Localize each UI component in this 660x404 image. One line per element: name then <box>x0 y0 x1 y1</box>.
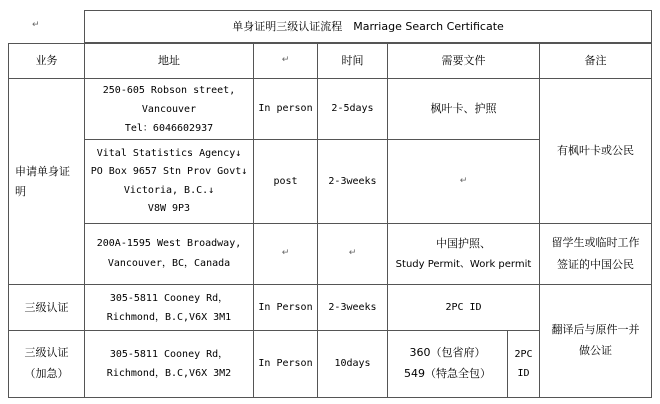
header-address <box>84 43 254 79</box>
row2-docs <box>387 139 540 224</box>
row12-note-text: 有枫叶卡或公民 <box>557 144 634 158</box>
row2-address-line4: V8W 9P3 <box>147 203 191 214</box>
row2-time <box>317 139 388 224</box>
row5-method <box>253 330 318 398</box>
header-blank <box>253 43 318 79</box>
header-business <box>8 43 85 79</box>
row3-docs <box>387 223 540 285</box>
row2-address-line1: Vital Statistics Agency↓ <box>96 147 242 159</box>
row4-address-line1: 305-5811 Cooney Rd， <box>109 292 229 304</box>
row5-docs-extra <box>507 330 540 398</box>
header-notes <box>539 43 652 79</box>
row3-address-line1: 200A-1595 West Broadway, <box>96 238 242 249</box>
row2-address-line3: Victoria, B.C.↓ <box>123 184 215 196</box>
row3-docs-line2: Study Permit、Work permit <box>395 259 532 270</box>
row3-address-line2: Vancouver，BC，Canada <box>107 258 231 269</box>
row4-method-text: In Person <box>258 301 313 313</box>
table-title <box>84 10 652 43</box>
row3-note <box>539 223 652 285</box>
row4-address <box>84 284 254 331</box>
row3-time <box>317 223 388 285</box>
row4-address-line2: Richmond，B.C,V6X 3M1 <box>106 311 232 323</box>
row3-method-mark: ↵ <box>281 248 290 259</box>
row5-docs-line2: 549（特急全包） <box>404 367 491 380</box>
row5-docs-extra-line2: ID <box>517 368 530 379</box>
row4-time <box>317 284 388 331</box>
row4-time-text: 2-3weeks <box>328 301 377 313</box>
header-business-label: 业务 <box>35 54 58 68</box>
header-time <box>317 43 388 79</box>
row1-address <box>84 78 254 140</box>
row2-address-line2: PO Box 9657 Stn Prov Govt↓ <box>90 166 248 177</box>
row5-address-line1: 305-5811 Cooney Rd， <box>109 349 229 360</box>
row4-method <box>253 284 318 331</box>
row5-time <box>317 330 388 398</box>
row5-time-text: 10days <box>334 358 371 370</box>
row3-address <box>84 223 254 285</box>
row45-note <box>539 284 652 398</box>
header-blank-mark: ↵ <box>281 55 290 66</box>
row3-time-mark: ↵ <box>348 248 357 259</box>
row45-note-line2: 做公证 <box>579 344 612 357</box>
single-cert-label: 申请单身证明 <box>15 165 70 198</box>
row5-label-line1: 三级认证 <box>24 346 69 360</box>
row1-address-line1: 250-605 Robson street, <box>102 84 236 96</box>
row12-note <box>539 78 652 224</box>
row5-docs <box>387 330 508 398</box>
row1-address-line2: Vancouver <box>141 103 197 115</box>
row5-method-text: In Person <box>258 358 313 370</box>
row5-label <box>8 330 85 398</box>
row5-address <box>84 330 254 398</box>
header-time-label: 时间 <box>341 54 364 68</box>
row5-docs-extra-line1: 2PC <box>514 349 533 360</box>
row2-docs-mark: ↵ <box>459 175 468 186</box>
table-title-text: 单身证明三级认证流程 Marriage Search Certificate <box>232 19 504 33</box>
row1-method-text: In person <box>258 103 313 115</box>
row2-address <box>84 139 254 224</box>
row4-docs <box>387 284 540 331</box>
row1-docs <box>387 78 540 140</box>
row1-time-text: 2-5days <box>331 103 374 115</box>
header-notes-label: 备注 <box>584 54 607 68</box>
row4-label-text: 三级认证 <box>24 300 69 314</box>
row3-docs-line1: 中国护照、 <box>436 237 491 250</box>
row2-method <box>253 139 318 224</box>
row5-docs-line1: 360（包省府） <box>409 346 486 360</box>
row3-note-line2: 签证的中国公民 <box>557 258 634 271</box>
row2-time-text: 2-3weeks <box>328 175 377 187</box>
row3-method <box>253 223 318 285</box>
row45-note-line1: 翻译后与原件一并 <box>551 323 640 337</box>
row2-method-text: post <box>273 175 298 187</box>
row4-label <box>8 284 85 331</box>
single-cert-label-cell <box>8 78 85 285</box>
header-address-label: 地址 <box>158 54 180 68</box>
row3-note-line1: 留学生或临时工作 <box>551 236 640 249</box>
row5-label-line2: （加急） <box>24 367 69 380</box>
header-docs-label: 需要文件 <box>441 54 486 68</box>
row4-docs-text: 2PC ID <box>445 301 482 313</box>
row1-time <box>317 78 388 140</box>
header-docs <box>387 43 540 79</box>
paragraph-mark: ↵ <box>32 20 40 30</box>
row1-method <box>253 78 318 140</box>
row1-address-line3: Tel：6046602937 <box>124 122 214 134</box>
row5-address-line2: Richmond，B.C,V6X 3M2 <box>106 368 232 379</box>
row1-docs-text: 枫叶卡、护照 <box>430 102 497 116</box>
